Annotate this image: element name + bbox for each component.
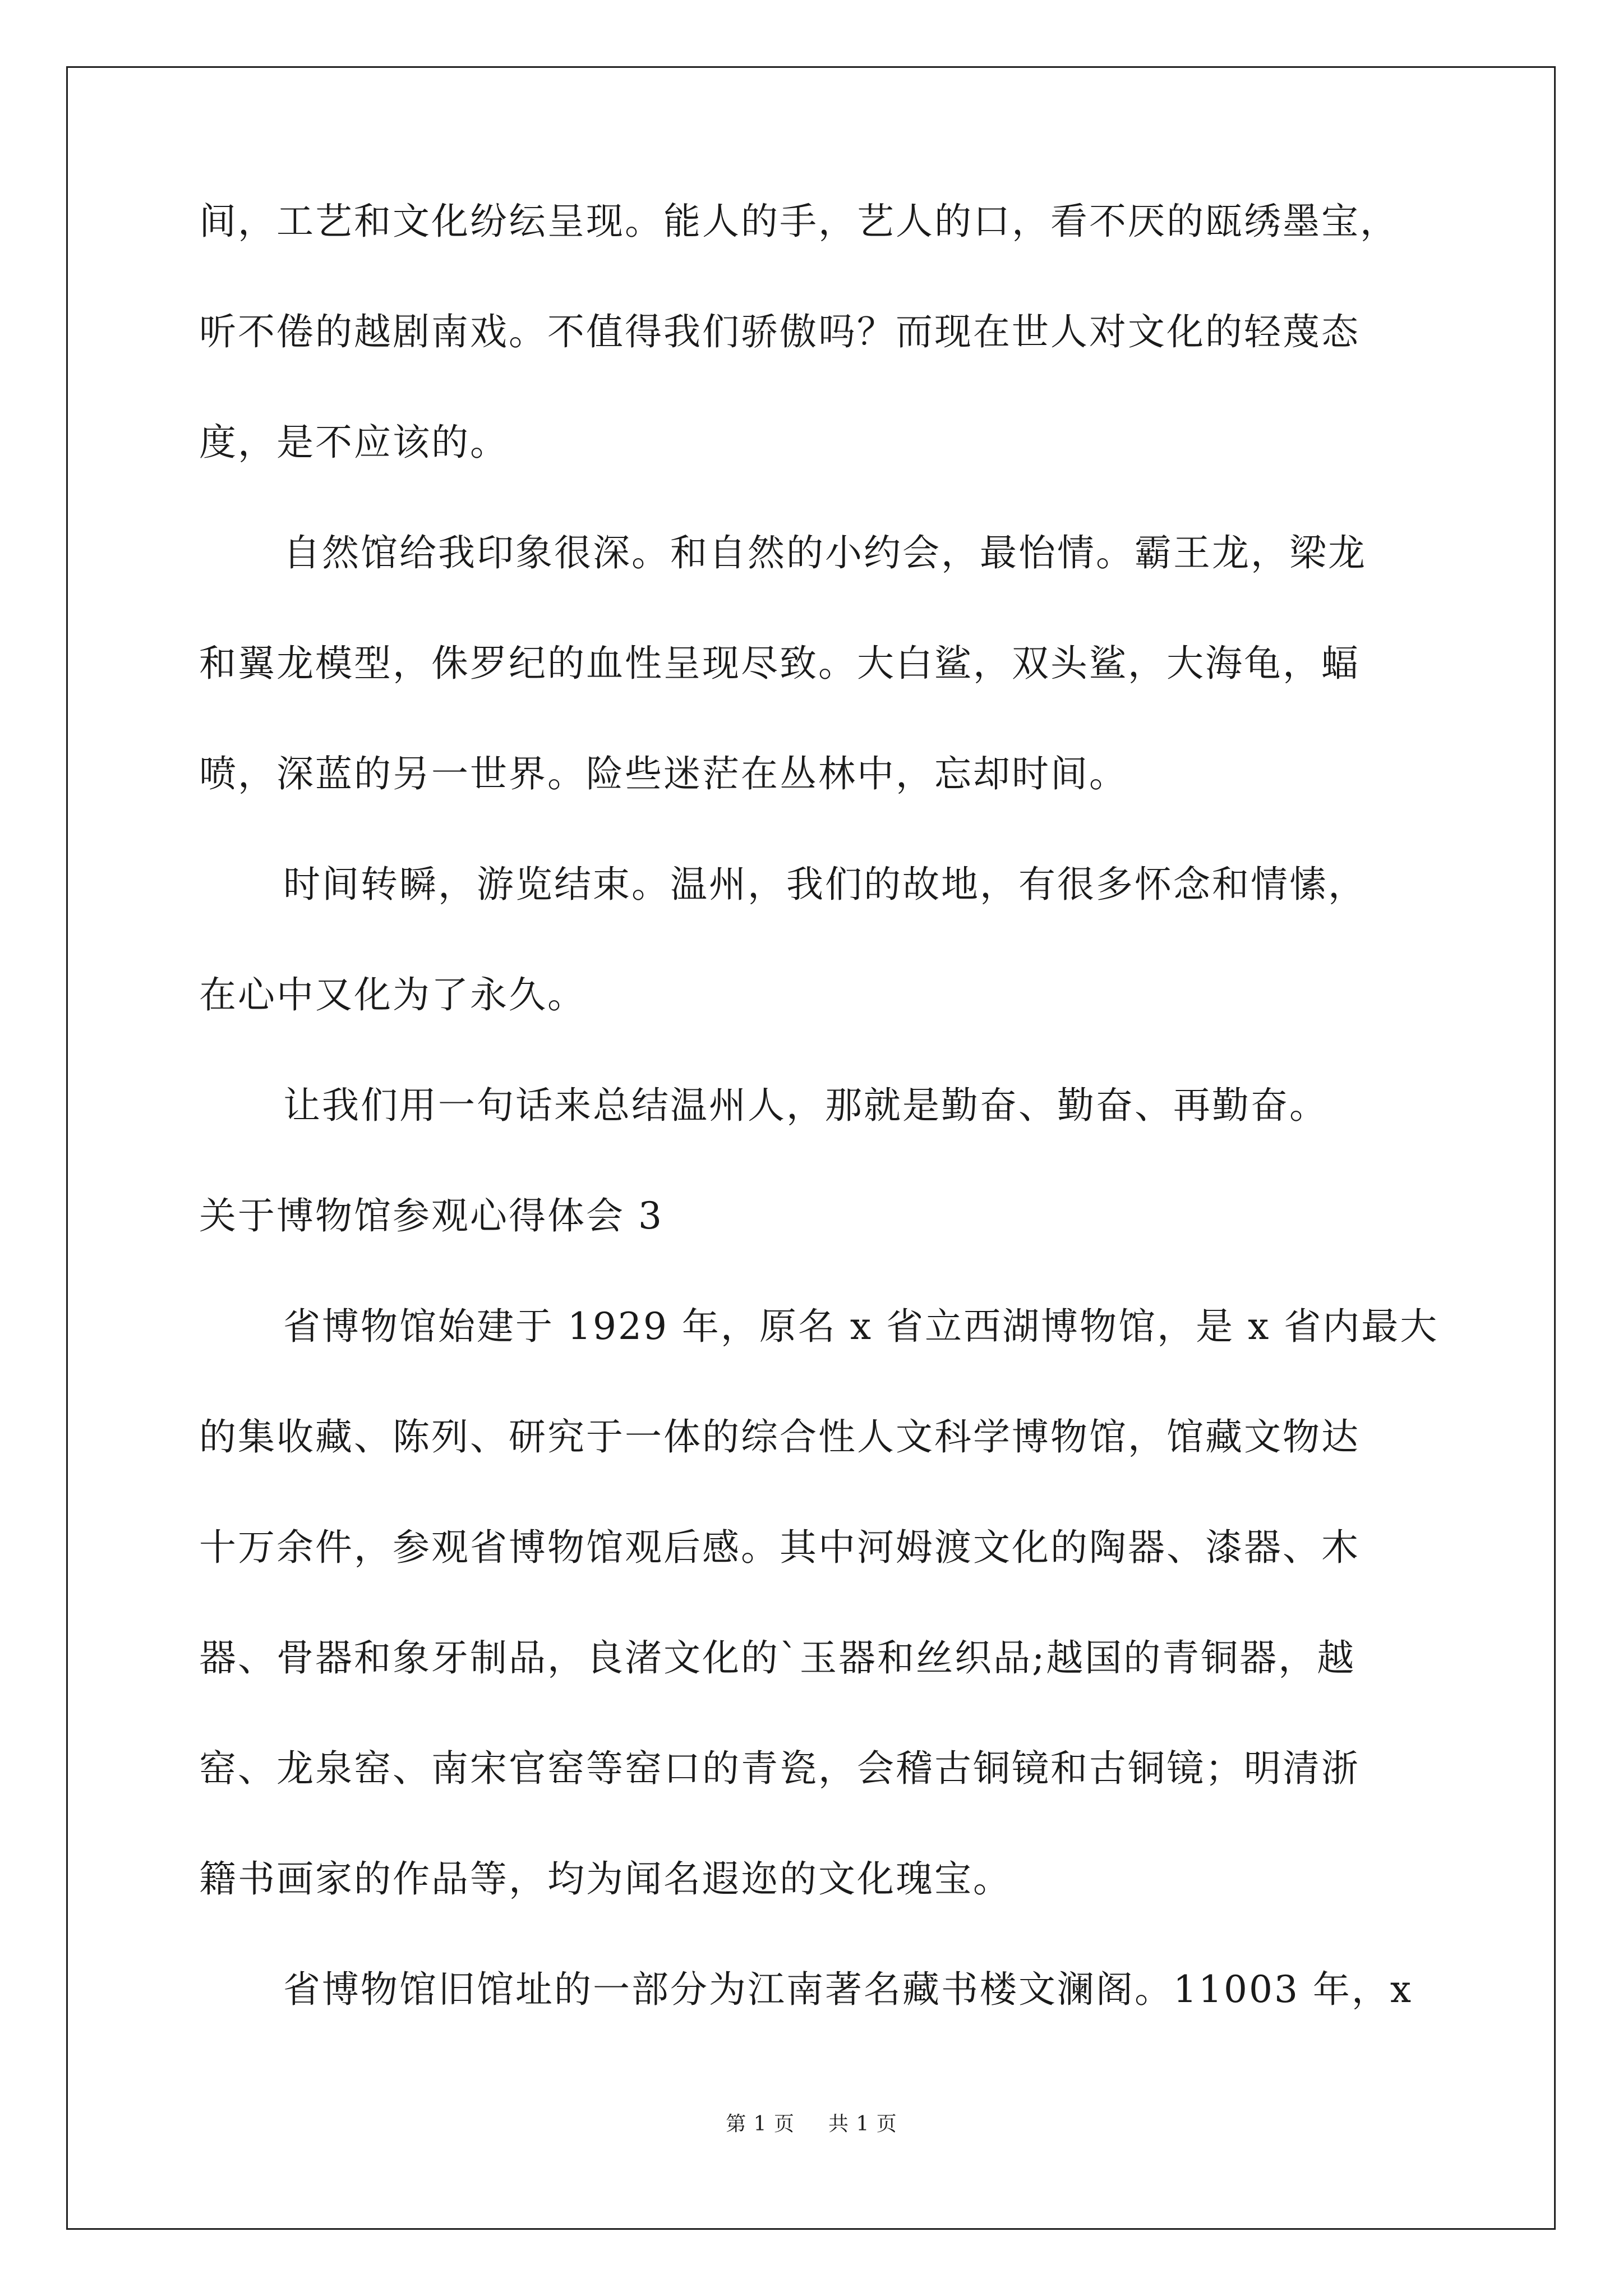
text-line: 在心中又化为了永久。 — [199, 973, 586, 1016]
text-line: 窑、龙泉窑、南宋官窑等窑口的青瓷，会稽古铜镜和古铜镜；明清浙 — [199, 1747, 1360, 1790]
paragraph-start-line: 省博物馆始建于 1929 年，原名 x 省立西湖博物馆，是 x 省内最大 — [283, 1305, 1439, 1348]
text-line: 听不倦的越剧南戏。不值得我们骄傲吗？而现在世人对文化的轻蔑态 — [199, 310, 1360, 353]
text-line: 籍书画家的作品等，均为闻名遐迩的文化瑰宝。 — [199, 1857, 1012, 1901]
document-body — [199, 194, 1439, 2072]
text-line: 间，工艺和文化纷纭呈现。能人的手，艺人的口，看不厌的瓯绣墨宝， — [199, 200, 1399, 243]
page-total: 共 1 页 — [828, 2113, 897, 2136]
page-number: 第 1 页 — [726, 2113, 795, 2136]
text-line: 喷，深蓝的另一世界。险些迷茫在丛林中，忘却时间。 — [199, 752, 1128, 795]
paragraph-start-line: 时间转瞬，游览结束。温州，我们的故地，有很多怀念和情愫， — [283, 863, 1367, 906]
text-line: 的集收藏、陈列、研究于一体的综合性人文科学博物馆，馆藏文物达 — [199, 1415, 1360, 1458]
page-footer — [0, 2110, 1623, 2138]
text-line: 度，是不应该的。 — [199, 421, 509, 464]
section-heading: 关于博物馆参观心得体会 3 — [199, 1194, 663, 1237]
paragraph-start-line: 让我们用一句话来总结温州人，那就是勤奋、勤奋、再勤奋。 — [283, 1084, 1328, 1127]
text-line: 器、骨器和象牙制品，良渚文化的`玉器和丝织品;越国的青铜器，越 — [199, 1636, 1356, 1680]
paragraph-start-line: 自然馆给我印象很深。和自然的小约会，最怡情。霸王龙，梁龙 — [283, 531, 1367, 574]
text-line: 和翼龙模型，侏罗纪的血性呈现尽致。大白鲨，双头鲨，大海龟，蝠 — [199, 642, 1360, 685]
text-line: 十万余件，参观省博物馆观后感。其中河姆渡文化的陶器、漆器、木 — [199, 1526, 1360, 1569]
paragraph-start-line: 省博物馆旧馆址的一部分为江南著名藏书楼文澜阁。11003 年，x — [283, 1968, 1413, 2011]
